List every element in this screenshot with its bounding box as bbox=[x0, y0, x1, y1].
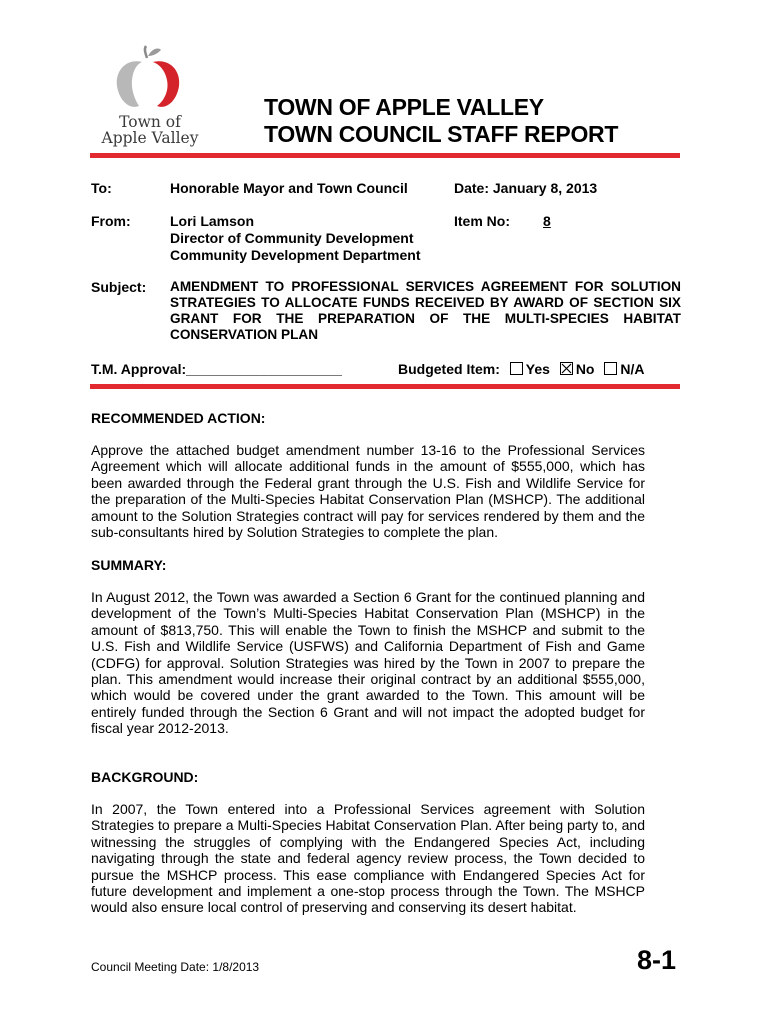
header-divider-top bbox=[90, 153, 680, 158]
from-title: Director of Community Development bbox=[170, 230, 414, 246]
yes-checkbox[interactable] bbox=[510, 362, 523, 375]
page-number: 8-1 bbox=[637, 945, 677, 975]
no-checkbox[interactable] bbox=[560, 362, 573, 375]
subject-label: Subject: bbox=[91, 279, 147, 295]
to-label: To: bbox=[91, 180, 112, 196]
item-number: 8 bbox=[543, 213, 551, 229]
x-mark-icon bbox=[561, 363, 572, 374]
na-label: N/A bbox=[620, 361, 645, 377]
from-name: Lori Lamson bbox=[170, 213, 255, 229]
from-label: From: bbox=[91, 213, 131, 229]
header-divider-bottom bbox=[90, 384, 680, 389]
logo-line-2: Apple Valley bbox=[101, 129, 199, 147]
background-text: In 2007, the Town entered into a Professional Services agreement with Solution Strategies to prepare a Multi-Species Habitat Conservation Plan. After being party to, and witnessing the struggles of complying with the Endangered Species Act, including navigating through the state and federal agency review process, the Town decided to pursue the MSHCP process. This ease compliance with Endangered Species Act for future development and implement a one-stop process through the Town. The MSHCP would also ensure local control of preserving and conserving its desert habitat. bbox=[91, 801, 645, 916]
budgeted-item-label: Budgeted Item: bbox=[398, 361, 500, 377]
report-date: Date: January 8, 2013 bbox=[454, 180, 598, 196]
no-label: No bbox=[575, 361, 595, 377]
yes-label: Yes bbox=[525, 361, 550, 377]
to-value: Honorable Mayor and Town Council bbox=[170, 180, 408, 196]
footer-meeting-date: Council Meeting Date: 1/8/2013 bbox=[91, 960, 260, 974]
report-title-line-2: TOWN COUNCIL STAFF REPORT bbox=[264, 121, 619, 147]
subject-text: AMENDMENT TO PROFESSIONAL SERVICES AGREEMENT FOR SOLUTION STRATEGIES TO ALLOCATE FUNDS RECEIVED BY AWARD OF SECTION SIX GRANT FOR THE PREPARATION OF THE MULTI-SPECIES HABITAT CONSERVATION PLAN bbox=[170, 279, 681, 342]
budgeted-item bbox=[398, 361, 645, 377]
logo-line-1: Town of bbox=[119, 113, 181, 131]
from-department: Community Development Department bbox=[170, 247, 421, 263]
background-heading: BACKGROUND: bbox=[91, 769, 199, 785]
apple-logo-icon bbox=[95, 44, 205, 112]
town-logo bbox=[95, 44, 205, 154]
report-title-line-1: TOWN OF APPLE VALLEY bbox=[264, 94, 544, 120]
summary-heading: SUMMARY: bbox=[91, 557, 167, 573]
item-label: Item No: bbox=[454, 213, 510, 229]
recommended-text: Approve the attached budget amendment number 13-16 to the Professional Services Agreement which will allocate additional funds in the amount of $555,000, which has been awarded through the Federal grant through the U.S. Fish and Wildlife Service for the preparation of the Multi-Species Habitat Conservation Plan (MSHCP). The additional amount to the Solution Strategies contract will pay for services rendered by them and the sub-consultants hired by Solution Strategies to complete the plan. bbox=[91, 442, 645, 541]
tm-approval: T.M. Approval:____________________ bbox=[91, 361, 342, 377]
na-checkbox[interactable] bbox=[604, 362, 617, 375]
recommended-heading: RECOMMENDED ACTION: bbox=[91, 410, 266, 426]
summary-text: In August 2012, the Town was awarded a Section 6 Grant for the continued planning and development of the Town’s Multi-Species Habitat Conservation Plan (MSHCP) in the amount of $813,750. This will enable the Town to finish the MSHCP and submit to the U.S. Fish and Wildlife Service (USFWS) and California Department of Fish and Game (CDFG) for approval. Solution Strategies was hired by the Town in 2007 to prepare the plan. This amendment would increase their original contract by an additional $555,000, which would be covered under the grant awarded to the Town. This amount will be entirely funded through the Section 6 Grant and will not impact the adopted budget for fiscal year 2012-2013. bbox=[91, 589, 645, 737]
